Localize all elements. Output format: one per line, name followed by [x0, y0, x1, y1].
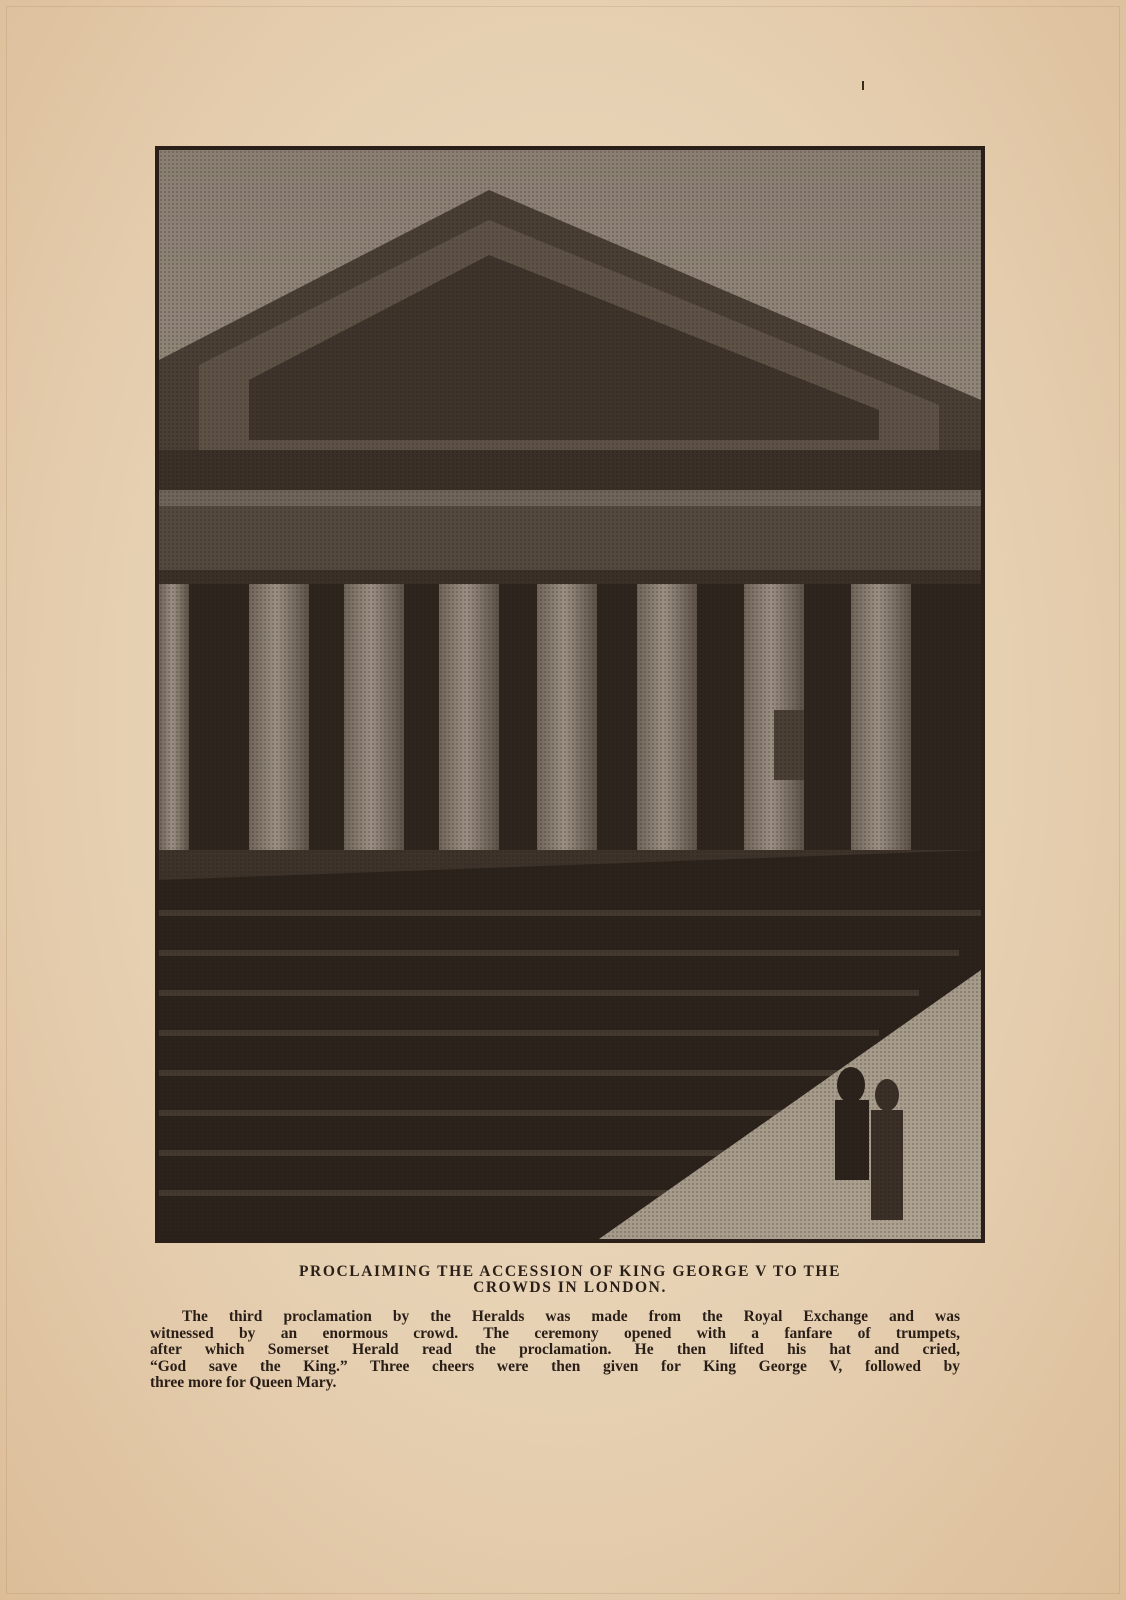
- paper-speck: [862, 81, 864, 90]
- caption-body-line-3: after which Somerset Herald read the proclamation. He then lifted his hat and cried,: [150, 1341, 960, 1358]
- caption-body-line-1: The third proclamation by the Heralds was made from the Royal Exchange and was: [182, 1308, 960, 1325]
- caption-title: [160, 1264, 980, 1296]
- caption-body-line-4: “God save the King.” Three cheers were then given for King George V, followed by: [150, 1357, 960, 1375]
- photograph-royal-exchange: [159, 150, 981, 1239]
- caption-body-line-2: witnessed by an enormous crowd. The ceremony opened with a fanfare of trumpets,: [150, 1324, 960, 1342]
- caption-title-line-1: PROCLAIMING THE ACCESSION OF KING GEORGE V TO THE: [298, 1263, 842, 1280]
- photograph: [155, 146, 985, 1243]
- caption-body: [150, 1309, 960, 1392]
- caption-title-line-2: CROWDS IN LONDON.: [473, 1279, 667, 1296]
- caption-body-line-5: three more for Queen Mary.: [150, 1374, 337, 1391]
